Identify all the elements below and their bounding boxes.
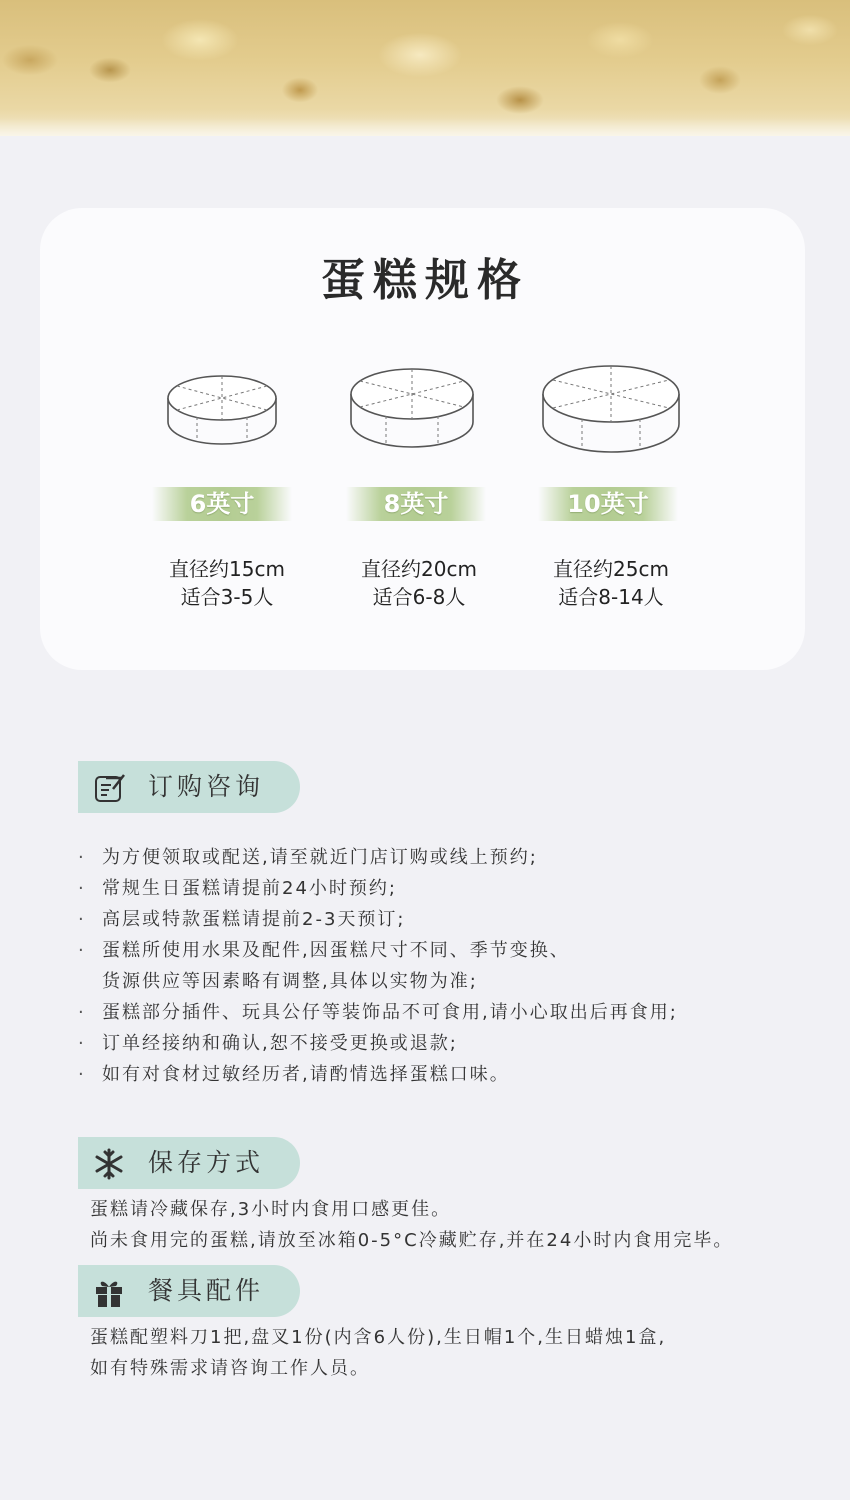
- cake-8-inch-icon: [346, 356, 478, 456]
- list-item: · 蛋糕所使用水果及配件,因蛋糕尺寸不同、季节变换、: [78, 940, 570, 961]
- gift-icon: [92, 1275, 126, 1309]
- cake-6-inch-illustration: [162, 362, 282, 452]
- list-item-continuation: 货源供应等因素略有调整,具体以实物为准;: [102, 971, 478, 992]
- cake-8-inch-illustration: [346, 356, 478, 456]
- list-item: · 高层或特款蛋糕请提前2-3天预订;: [78, 909, 406, 930]
- list-item: · 常规生日蛋糕请提前24小时预约;: [78, 878, 397, 899]
- tableware-line: 如有特殊需求请咨询工作人员。: [90, 1358, 370, 1379]
- ordering-section-title: 订购咨询: [148, 772, 265, 801]
- snowflake-icon: [92, 1147, 126, 1181]
- spec-8-inch: [334, 555, 504, 611]
- storage-line: 蛋糕请冷藏保存,3小时内食用口感更佳。: [90, 1199, 452, 1220]
- storage-section-title: 保存方式: [148, 1148, 265, 1177]
- storage-text: [90, 1194, 733, 1256]
- ordering-list: [78, 842, 818, 1090]
- ordering-section-header: [78, 761, 300, 813]
- notepad-pen-icon: [92, 771, 126, 805]
- list-item: · 订单经接纳和确认,恕不接受更换或退款;: [78, 1033, 458, 1054]
- spec-servings: 适合6-8人: [372, 585, 466, 609]
- cake-6-inch-icon: [162, 362, 282, 452]
- spec-servings: 适合3-5人: [180, 585, 274, 609]
- tableware-line: 蛋糕配塑料刀1把,盘叉1份(内含6人份),生日帽1个,生日蜡烛1盒,: [90, 1327, 667, 1348]
- list-item: · 蛋糕部分插件、玩具公仔等装饰品不可食用,请小心取出后再食用;: [78, 1002, 678, 1023]
- spec-10-inch: [526, 555, 696, 611]
- spec-diameter: 直径约20cm: [361, 557, 477, 581]
- spec-card-title: 蛋糕规格: [321, 255, 529, 306]
- cake-10-inch-illustration: [538, 352, 684, 460]
- storage-section-header: [78, 1137, 300, 1189]
- sponge-cake-photo: [0, 0, 850, 136]
- tableware-text: [90, 1322, 666, 1384]
- spec-6-inch: [142, 555, 312, 611]
- spec-diameter: 直径约25cm: [553, 557, 669, 581]
- tableware-section-header: [78, 1265, 300, 1317]
- size-tag-6-inch: 6英寸: [152, 487, 292, 521]
- cake-10-inch-icon: [538, 352, 684, 460]
- list-item: · 如有对食材过敏经历者,请酌情选择蛋糕口味。: [78, 1064, 510, 1085]
- spec-diameter: 直径约15cm: [169, 557, 285, 581]
- size-tag-8-inch: 8英寸: [346, 487, 486, 521]
- size-tag-10-inch: 10英寸: [538, 487, 678, 521]
- storage-line: 尚未食用完的蛋糕,请放至冰箱0-5°C冷藏贮存,并在24小时内食用完毕。: [90, 1230, 734, 1251]
- list-item: · 为方便领取或配送,请至就近门店订购或线上预约;: [78, 847, 538, 868]
- tableware-section-title: 餐具配件: [148, 1276, 265, 1305]
- spec-servings: 适合8-14人: [558, 585, 664, 609]
